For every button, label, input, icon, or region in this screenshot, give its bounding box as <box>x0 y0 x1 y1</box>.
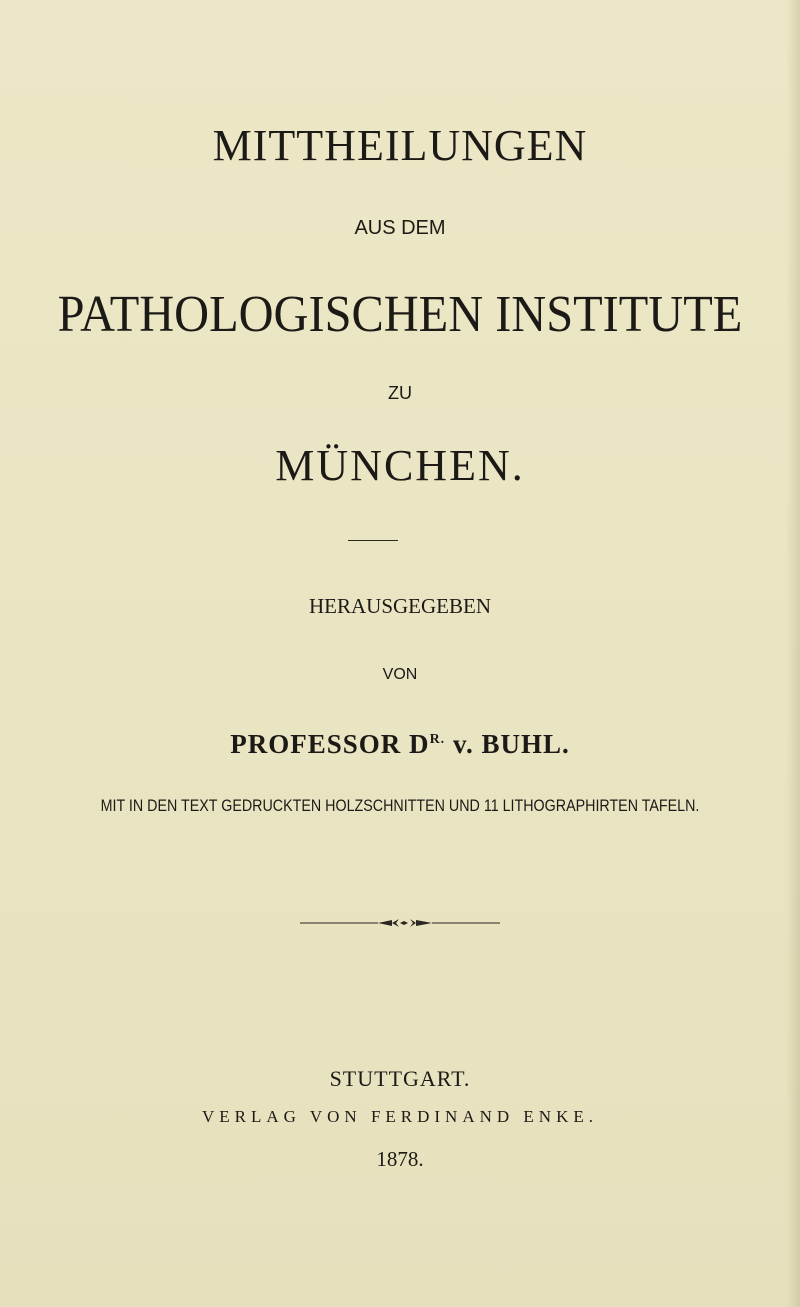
short-divider-rule <box>348 540 398 541</box>
editor-name-suffix: v. BUHL. <box>445 729 570 759</box>
title-line-aus-dem: AUS DEM <box>354 217 446 239</box>
publisher-line: VERLAG VON FERDINAND ENKE. <box>201 1107 598 1126</box>
editor-name-prefix: PROFESSOR D <box>230 729 430 759</box>
editor-name-sup: R. <box>429 732 446 747</box>
illustrations-note: MIT IN DEN TEXT GEDRUCKTEN HOLZSCHNITTEN UND 11 LITHOGRAPHIRTEN TAFELN. <box>100 796 700 815</box>
editor-intro: HERAUSGEGEBEN <box>309 594 491 618</box>
publication-place: STUTTGART. <box>329 1066 471 1091</box>
publication-year: 1878. <box>376 1147 424 1171</box>
title-line-muenchen: MÜNCHEN. <box>275 441 525 490</box>
title-line-zu: ZU <box>388 383 412 403</box>
editor-name <box>0 724 800 760</box>
title-line-pathologischen-institute: PATHOLOGISCHEN INSTITUTE <box>57 286 743 343</box>
title-line-mittheilungen: MITTHEILUNGEN <box>212 121 588 170</box>
ornament-divider <box>300 916 500 930</box>
editor-von: VON <box>382 666 418 683</box>
